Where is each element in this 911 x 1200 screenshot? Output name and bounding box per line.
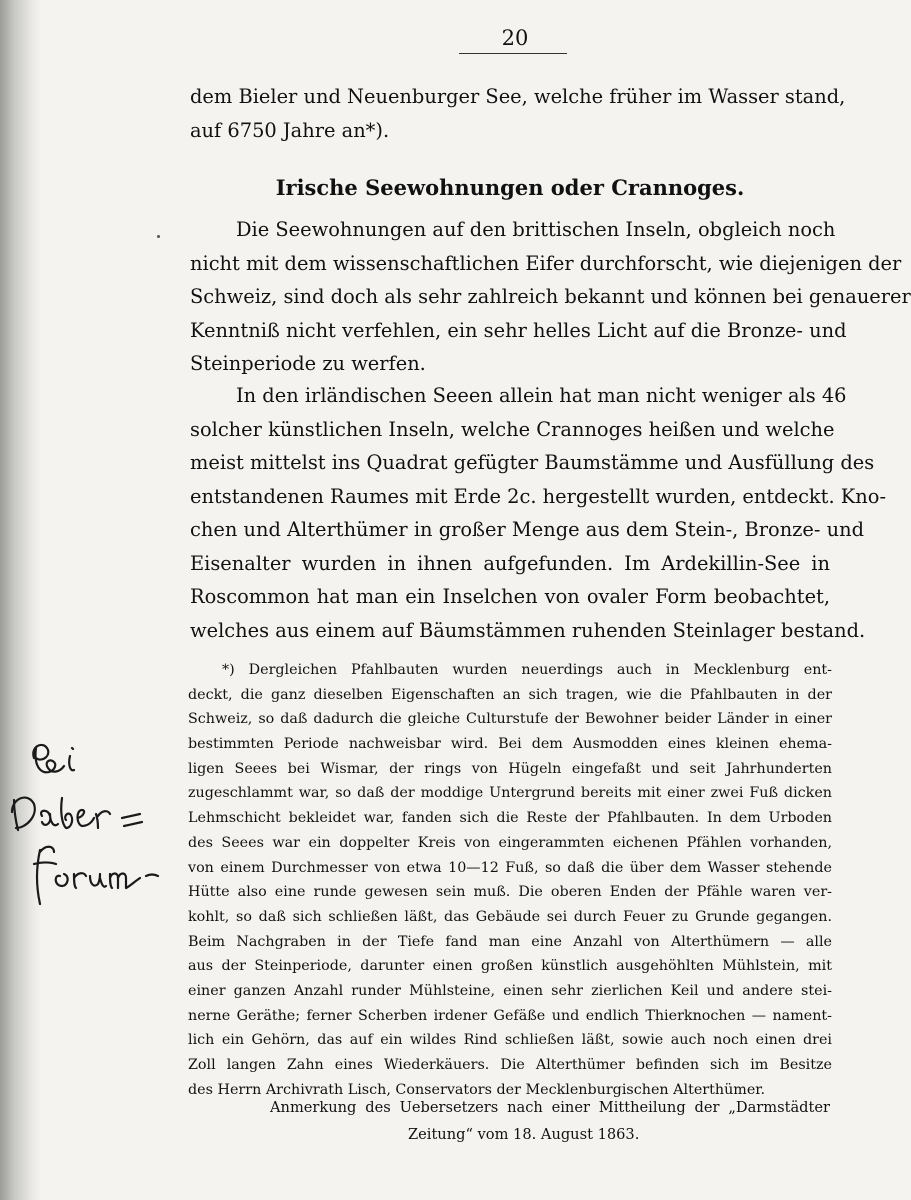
footnote-line: lich ein Gehörn, das auf ein wildes Rind schließen läßt, sowie auch noch einen drei (188, 1032, 832, 1049)
footnote-line: ligen Seees bei Wismar, der rings von Hügeln eingefaßt und seit Jahrhunderten (188, 760, 832, 777)
page-number-rule (459, 53, 567, 54)
handwriting-word-bei (33, 745, 74, 772)
footnote-line: nerne Geräthe; ferner Scherben irdener Gefäße und endlich Thierknochen — nament- (188, 1007, 832, 1024)
footnote-line: zugeschlammt war, so daß der moddige Untergrund bereits mit einer zwei Fuß dicken (188, 785, 832, 802)
translator-note (270, 1094, 830, 1148)
footnote-line: Lehmschicht bekleidet war, fanden sich die Reste der Pfahlbauten. In dem Urboden (188, 810, 832, 827)
text-line: welches aus einem auf Bäumstämmen ruhenden Steinlager bestand. (190, 618, 866, 642)
text-line: Die Seewohnungen auf den brittischen Inseln, obgleich noch (236, 218, 836, 241)
text-line: meist mittelst ins Quadrat gefügter Baumstämme und Ausfüllung des (190, 451, 875, 474)
text-line: solcher künstlichen Inseln, welche Crannoges heißen und welche (190, 417, 835, 441)
footnote-line: des Seees war ein doppelter Kreis von eingerammten eichenen Pfählen vorhanden, (188, 834, 832, 851)
footnote-line: Beim Nachgraben in der Tiefe fand man eine Anzahl von Alterthümern — alle (188, 933, 832, 950)
footnote-line: bestimmten Periode nachweisbar wird. Bei dem Ausmodden eines kleinen ehema- (188, 736, 832, 753)
text-line: Eisenalter wurden in ihnen aufgefunden. Im Ardekillin-See in (190, 551, 830, 575)
text-line: dem Bieler und Neuenburger See, welche früher im Wasser stand, (190, 85, 846, 108)
paragraph-2 (190, 379, 886, 647)
footnote-line: *) Dergleichen Pfahlbauten wurden neuerdings auch in Mecklenburg ent- (222, 662, 832, 678)
footnote-line: des Herrn Archivrath Lisch, Conservators der Mecklenburgischen Alterthümer. (188, 1081, 766, 1098)
handwriting-word-daber (12, 798, 142, 830)
footnote-line: deckt, die ganz dieselben Eigenschaften an sich tragen, wie die Pfahlbauten in der (188, 686, 832, 703)
footnote (188, 658, 832, 1102)
text-line: Kenntniß nicht verfehlen, ein sehr helles Licht auf die Bronze- und (190, 318, 847, 342)
page-number: 20 (501, 26, 529, 50)
text-line: entstandenen Raumes mit Erde 2c. hergestellt wurden, entdeckt. Kno- (190, 484, 886, 508)
translator-note-line: Anmerkung des Uebersetzers nach einer Mittheilung der „Darmstädter (270, 1099, 830, 1116)
footnote-line: Hütte also eine runde gewesen sein muß. Die oberen Enden der Pfähle waren ver- (188, 884, 832, 901)
footnote-line: einer ganzen Anzahl runder Mühlsteine, einen sehr zierlichen Keil und andere stei- (188, 982, 832, 999)
translator-note-line: Zeitung“ vom 18. August 1863. (408, 1126, 640, 1143)
text-line: chen und Alterthümer in großer Menge aus dem Stein-, Bronze- und (190, 518, 864, 541)
section-heading: Irische Seewohnungen oder Crannoges. (275, 175, 745, 200)
text-line: Steinperiode zu werfen. (190, 352, 426, 375)
footnote-line: aus der Steinperiode, darunter einen großen künstlich ausgehöhlten Mühlstein, mit (188, 958, 832, 975)
handwritten-marginalia (0, 728, 180, 918)
intro-text (190, 80, 846, 147)
text-line: In den irländischen Seeen allein hat man nicht weniger als 46 (236, 384, 847, 407)
text-line: Schweiz, sind doch als sehr zahlreich bekannt und können bei genauerer (190, 285, 911, 308)
footnote-line: kohlt, so daß sich schließen läßt, das Gebäude sei durch Feuer zu Grunde gegangen. (188, 908, 832, 925)
footnote-line: Zoll langen Zahn eines Wiederkäuers. Die Alterthümer befinden sich im Besitze (188, 1057, 832, 1073)
footnote-line: Schweiz, so daß dadurch die gleiche Culturstufe der Bewohner beider Länder in einer (188, 711, 832, 728)
text-line: auf 6750 Jahre an*). (190, 118, 390, 142)
text-line: Roscommon hat man ein Inselchen von ovaler Form beobachtet, (190, 585, 830, 608)
footnote-line: von einem Durchmesser von etwa 10—12 Fuß, so daß die über dem Wasser stehende (188, 859, 832, 876)
scan-speck (157, 235, 160, 238)
handwriting-word-forum (34, 847, 158, 904)
scan-shadow-edge (0, 0, 42, 1200)
paragraph-1 (190, 213, 911, 381)
text-line: nicht mit dem wissenschaftlichen Eifer durchforscht, wie diejenigen der (190, 251, 902, 275)
